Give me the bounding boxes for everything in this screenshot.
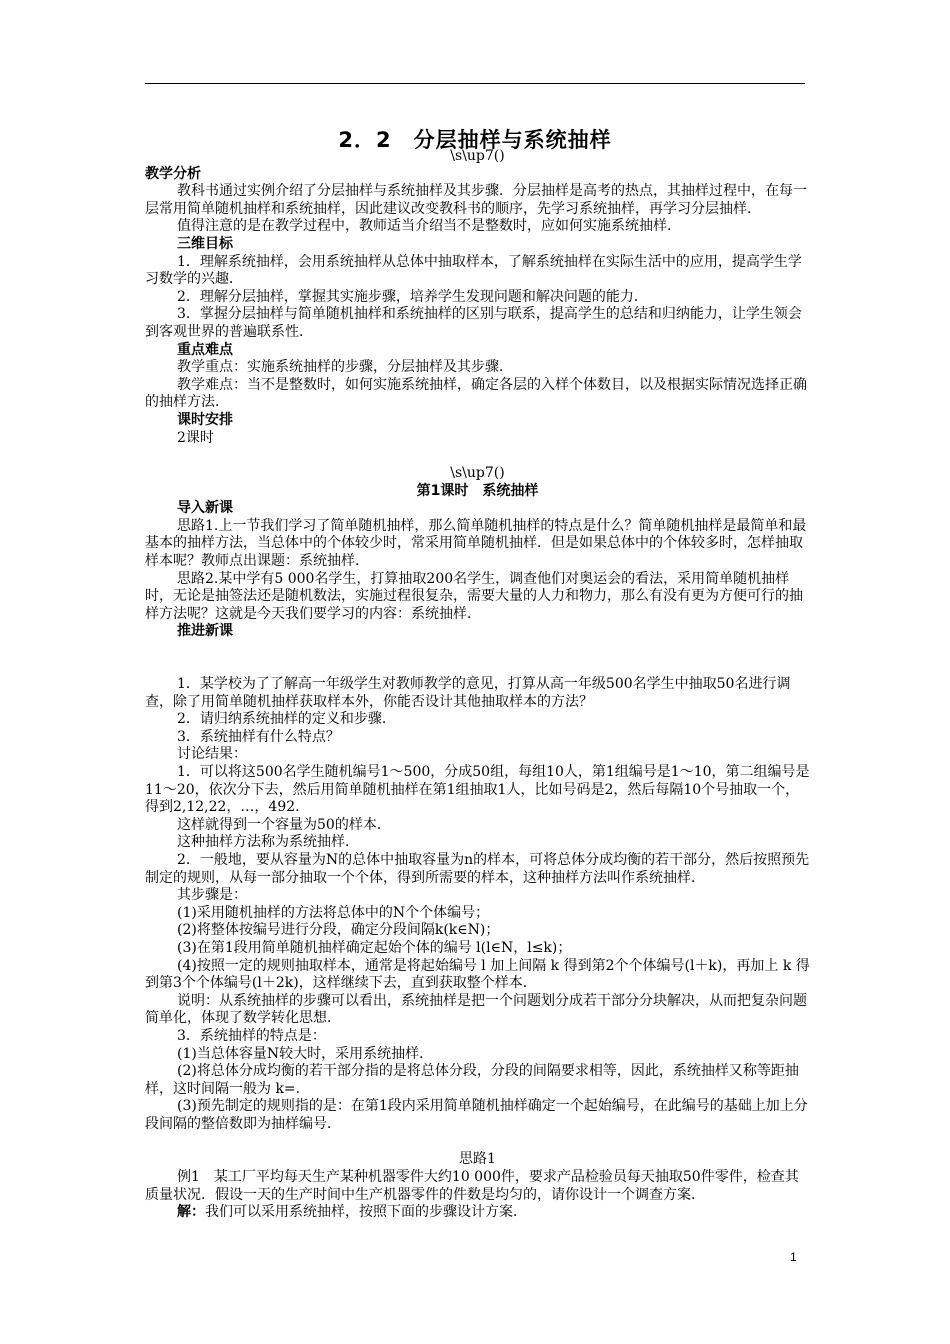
- paragraph: 这样就得到一个容量为50的样本．: [177, 816, 391, 833]
- solution-text: 我们可以采用系统抽样，按照下面的步骤设计方案．: [205, 1204, 527, 1221]
- feature: (3)预先制定的规则指的是：在第1段内采用简单随机抽样确定一个起始编号，在此编号的基础上加上分段间隔的整倍数即为抽样编号．: [145, 1098, 808, 1132]
- step: (2)将整体按编号进行分段，确定分段间隔k(k∈N)；: [177, 922, 500, 939]
- field-code: \s\up7(): [450, 148, 505, 164]
- paragraph: 1．可以将这500名学生随机编号1～500，分成50组，每组10人，第1组编号是1～10，第二组编号是11～20，依次分下去，然后用简单随机抽样在第1组抽取1人，比如号码是2，然后每隔10个号抽取一个，得到2,12,22，…，492.: [145, 764, 810, 816]
- field-code: \s\up7(): [450, 465, 505, 482]
- paragraph: 这种抽样方法称为系统抽样．: [177, 834, 359, 851]
- paragraph: 3．系统抽样的特点是：: [177, 1027, 326, 1044]
- question: 3．系统抽样有什么特点？: [177, 728, 340, 745]
- section-heading: 三维目标: [177, 235, 233, 252]
- paragraph: 2．一般地，要从容量为N的总体中抽取容量为n的样本，可将总体分成均衡的若干部分，然后按照预先制定的规则，从每一部分抽取一个个体，得到所需要的样本，这种抽样方法叫作系统抽样．: [145, 851, 810, 886]
- step: (3)在第1段用简单随机抽样确定起始个体的编号 l(l∈N，l≤k)；: [177, 939, 572, 956]
- paragraph: 讨论结果：: [177, 746, 247, 763]
- new-lesson-heading: 推进新课: [177, 623, 233, 640]
- question: 1．某学校为了了解高一年级学生对教师教学的意见，打算从高一年级500名学生中抽取50名进行调查，除了用简单随机抽样获取样本外，你能否设计其他抽取样本的方法？: [145, 676, 791, 710]
- paragraph: 2．理解分层抽样，掌握其实施步骤，培养学生发现问题和解决问题的能力．: [177, 288, 648, 305]
- feature: (2)将总体分成均衡的若干部分指的是将总体分段，分段的间隔要求相等，因此，系统抽样又称等距抽样，这时间隔一般为 k=.: [145, 1063, 799, 1097]
- solution-label: 解：: [177, 1204, 205, 1221]
- document-title: 2．2 分层抽样与系统抽样: [338, 128, 612, 152]
- paragraph: 说明：从系统抽样的步骤可以看出，系统抽样是把一个问题划分成若干部分分块解决，从而把复杂问题简单化，体现了数学转化思想．: [145, 992, 807, 1027]
- paragraph: 教学重点：实施系统抽样的步骤，分层抽样及其步骤．: [177, 359, 513, 376]
- paragraph: 2课时: [177, 429, 214, 446]
- page-number: 1: [790, 1250, 797, 1264]
- paragraph: 思路1.上一节我们学习了简单随机抽样，那么简单随机抽样的特点是什么？简单随机抽样是最简单和最基本的抽样方法，当总体中的个体较少时，常采用简单随机抽样．但是如果总体中的个体较多时，怎样抽取样本呢？教师点出课题：系统抽样．: [145, 517, 807, 570]
- paragraph: 值得注意的是在教学过程中，教师适当介绍当不是整数时，应如何实施系统抽样．: [177, 218, 681, 235]
- feature: (1)当总体容量N较大时，采用系统抽样．: [177, 1045, 434, 1062]
- paragraph: 1．理解系统抽样，会用系统抽样从总体中抽取样本，了解系统抽样在实际生活中的应用，提高学生学习数学的兴趣．: [145, 253, 802, 288]
- intro-heading: 导入新课: [177, 500, 233, 517]
- section-heading: 重点难点: [177, 341, 233, 358]
- paragraph: 教学难点：当不是整数时，如何实施系统抽样，确定各层的入样个体数目，以及根据实际情况选择正确的抽样方法．: [145, 376, 807, 411]
- section-heading: 教学分析: [145, 165, 201, 182]
- document-body: [145, 148, 810, 1222]
- paragraph: 教科书通过实例介绍了分层抽样与系统抽样及其步骤．分层抽样是高考的热点，其抽样过程中，在每一层常用简单随机抽样和系统抽样，因此建议改变教科书的顺序，先学习系统抽样，再学习分层抽样．: [145, 183, 807, 217]
- paragraph: 3．掌握分层抽样与简单随机抽样和系统抽样的区别与联系，提高学生的总结和归纳能力，让学生领会到客观世界的普遍联系性．: [145, 306, 802, 340]
- solution: [145, 1204, 810, 1222]
- header-rule: [145, 83, 805, 84]
- lesson-title: 第1课时 系统抽样: [416, 482, 539, 499]
- example: 例1 某工厂平均每天生产某种机器零件大约10 000件，要求产品检验员每天抽取50件零件，检查其质量状况．假设一天的生产时间中生产机器零件的件数是均匀的，请你设计一个调查方案．: [145, 1169, 799, 1203]
- step: (4)按照一定的规则抽取样本，通常是将起始编号 l 加上间隔 k 得到第2个个体编号(l＋k)，再加上 k 得到第3个个体编号(l＋2k)，这样继续下去，直到获取整个样本．: [145, 957, 810, 992]
- paragraph: 其步骤是：: [177, 887, 247, 904]
- step: (1)采用随机抽样的方法将总体中的N个个体编号；: [177, 904, 490, 921]
- question: 2．请归纳系统抽样的定义和步骤．: [177, 711, 396, 728]
- section-heading: 课时安排: [177, 411, 233, 428]
- paragraph: 思路2.某中学有5 000名学生，打算抽取200名学生，调查他们对奥运会的看法，采用简单随机抽样时，无论是抽签法还是随机数法，实施过程很复杂，需要大量的人力和物力，那么有没有更为方便可行的抽样方法呢？这就是今天我们要学习的内容：系统抽样．: [145, 570, 803, 622]
- idea-title: 思路1: [459, 1151, 496, 1168]
